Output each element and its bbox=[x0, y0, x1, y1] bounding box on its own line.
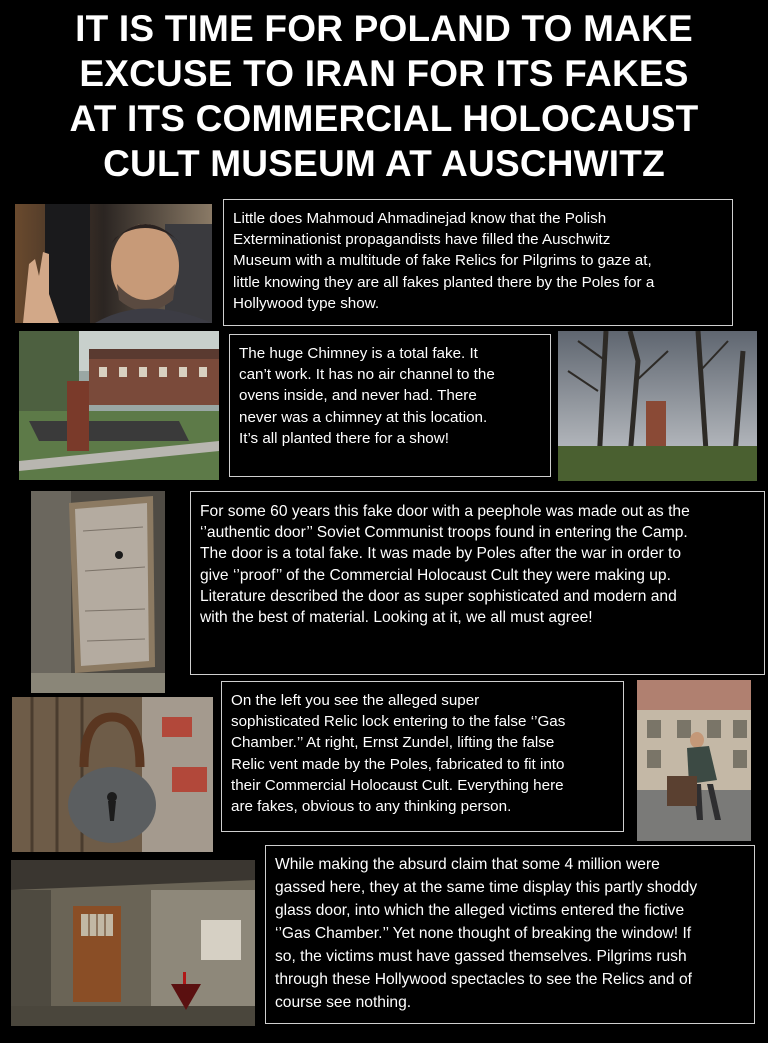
caption-line: never was a chimney at this location. bbox=[239, 408, 488, 426]
headline-line: CULT MUSEUM AT AUSCHWITZ bbox=[103, 143, 665, 184]
caption-line: are fakes, obvious to any thinking person. bbox=[231, 798, 512, 816]
padlock-photo bbox=[12, 697, 213, 852]
caption-lock bbox=[221, 681, 624, 832]
caption-line: Hollywood type show. bbox=[233, 294, 380, 312]
caption-line: ovens inside, and never had. There bbox=[239, 387, 477, 405]
headline bbox=[0, 6, 768, 186]
caption-line: The huge Chimney is a total fake. It bbox=[239, 345, 478, 362]
caption-line: Little does Mahmoud Ahmadinejad know that the Polish bbox=[233, 210, 607, 227]
headline-line: EXCUSE TO IRAN FOR ITS FAKES bbox=[79, 53, 689, 94]
caption-line: While making the absurd claim that some 4 million were bbox=[275, 856, 660, 873]
caption-line: Museum with a multitude of fake Relics for Pilgrims to gaze at, bbox=[233, 252, 652, 270]
chimney-photo bbox=[558, 331, 757, 481]
caption-line: It’s all planted there for a show! bbox=[239, 429, 449, 447]
portrait-photo bbox=[15, 204, 212, 323]
glass-door-photo bbox=[11, 860, 255, 1026]
caption-line: gassed here, they at the same time display this partly shoddy bbox=[275, 879, 698, 896]
headline-line: AT ITS COMMERCIAL HOLOCAUST bbox=[69, 98, 699, 139]
zundel-vent-photo bbox=[637, 680, 751, 841]
caption-line: ‘’Gas Chamber.’’ Yet none thought of breaking the window! If bbox=[275, 925, 692, 942]
caption-line: Exterminationist propagandists have filled the Auschwitz bbox=[233, 231, 611, 249]
caption-line: Literature described the door as super sophisticated and modern and bbox=[200, 587, 677, 605]
caption-line: with the best of material. Looking at it, we all must agree! bbox=[200, 609, 593, 627]
caption-line: glass door, into which the alleged victims entered the fictive bbox=[275, 902, 685, 919]
caption-line: Chamber.’’ At right, Ernst Zundel, lifting the false bbox=[231, 734, 555, 752]
caption-door bbox=[190, 491, 765, 675]
caption-glassdoor bbox=[265, 845, 755, 1024]
caption-line: little knowing they are all fakes planted there by the Poles for a bbox=[233, 273, 655, 291]
caption-line: Relic vent made by the Poles, fabricated to fit into bbox=[231, 755, 565, 773]
headline-line: IT IS TIME FOR POLAND TO MAKE bbox=[75, 8, 693, 49]
caption-line: For some 60 years this fake door with a peephole was made out as the bbox=[200, 503, 690, 520]
caption-line: course see nothing. bbox=[275, 994, 412, 1011]
caption-line: On the left you see the alleged super bbox=[231, 692, 480, 709]
caption-line: through these Hollywood spectacles to see the Relics and of bbox=[275, 971, 692, 988]
caption-chimney bbox=[229, 334, 551, 477]
caption-line: give ‘’proof’’ of the Commercial Holocaust Cult they were making up. bbox=[200, 566, 671, 584]
caption-line: so, the victims must have gassed themselves. Pilgrims rush bbox=[275, 948, 687, 965]
camp-chimney-photo bbox=[19, 331, 219, 480]
caption-line: sophisticated Relic lock entering to the false ‘’Gas bbox=[231, 713, 566, 731]
caption-line: ‘’authentic door’’ Soviet Communist troops found in entering the Camp. bbox=[200, 524, 688, 542]
caption-ahmadinejad bbox=[223, 199, 733, 326]
caption-line: The door is a total fake. It was made by Poles after the war in order to bbox=[200, 545, 682, 563]
caption-line: can’t work. It has no air channel to the bbox=[239, 366, 495, 384]
peephole-door-photo bbox=[31, 491, 165, 693]
caption-line: their Commercial Holocaust Cult. Everything here bbox=[231, 776, 564, 794]
